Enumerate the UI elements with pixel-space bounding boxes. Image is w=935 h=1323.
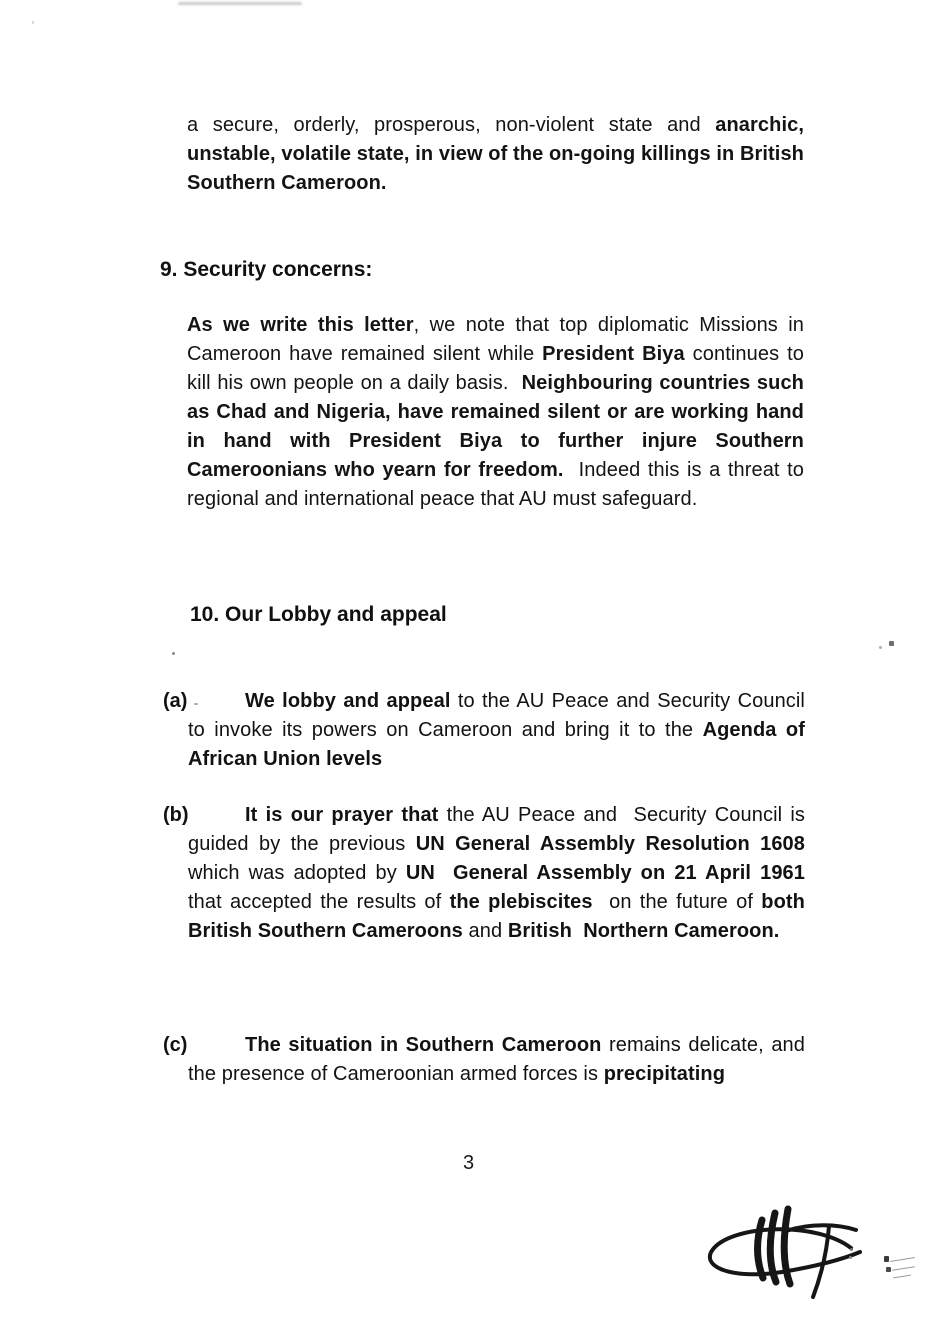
list-item-a	[163, 687, 804, 774]
list-marker: (b)	[163, 804, 189, 826]
section-9-paragraph: As we write this letter, we note that top diplomatic Missions in Cameroon have remained silent while President Biya continues to kill his own people on a daily basis. Neighbouring countries such as Chad and Nigeria, have remained silent or are working hand in hand with President Biya to further injure Southern Cameroonians who yearn for freedom. Indeed this is a threat to regional and international peace that AU must safeguard.	[187, 314, 804, 510]
list-item-b	[163, 801, 804, 946]
scan-artifact-speck	[879, 646, 882, 649]
intro-paragraph: a secure, orderly, prosperous, non-violent state and anarchic, unstable, volatile state, in view of the on-going killings in British Southern Cameroon.	[187, 114, 804, 194]
section-9-heading: 9. Security concerns:	[160, 258, 373, 281]
list-item-c	[163, 1031, 804, 1089]
list-item-text: The situation in Southern Cameroon remains delicate, and the presence of Cameroonian armed forces is precipitating	[188, 1034, 805, 1085]
scan-artifact-speck	[32, 21, 34, 24]
list-marker: (c)	[163, 1034, 188, 1056]
scan-artifact-top-smudge	[178, 2, 302, 5]
list-marker: (a)	[163, 690, 188, 712]
scan-artifact-pencil-dot	[884, 1256, 889, 1262]
scan-artifact-speck	[889, 641, 894, 646]
scan-artifact-pencil-dot	[886, 1267, 891, 1272]
scan-artifact-speck	[850, 1248, 853, 1251]
scan-artifact-speck	[849, 1256, 852, 1259]
page-number: 3	[463, 1152, 475, 1174]
section-10-heading: 10. Our Lobby and appeal	[190, 603, 447, 626]
list-item-text: We lobby and appeal to the AU Peace and Security Council to invoke its powers on Cameroon and bring it to the Agenda of African Union levels	[188, 690, 805, 770]
list-item-text: It is our prayer that the AU Peace and Security Council is guided by the previous UN General Assembly Resolution 1608 which was adopted by UN General Assembly on 21 April 1961 that accepted the results of the plebiscites on the future of both British Southern Cameroons and British Northern Cameroon.	[188, 804, 805, 942]
scan-artifact-pencil-line	[892, 1266, 915, 1271]
signature-scribble-icon	[688, 1196, 888, 1311]
scan-artifact-pencil-line	[890, 1257, 915, 1262]
scan-artifact-pencil-line	[893, 1275, 911, 1279]
scan-artifact-speck	[172, 652, 175, 655]
